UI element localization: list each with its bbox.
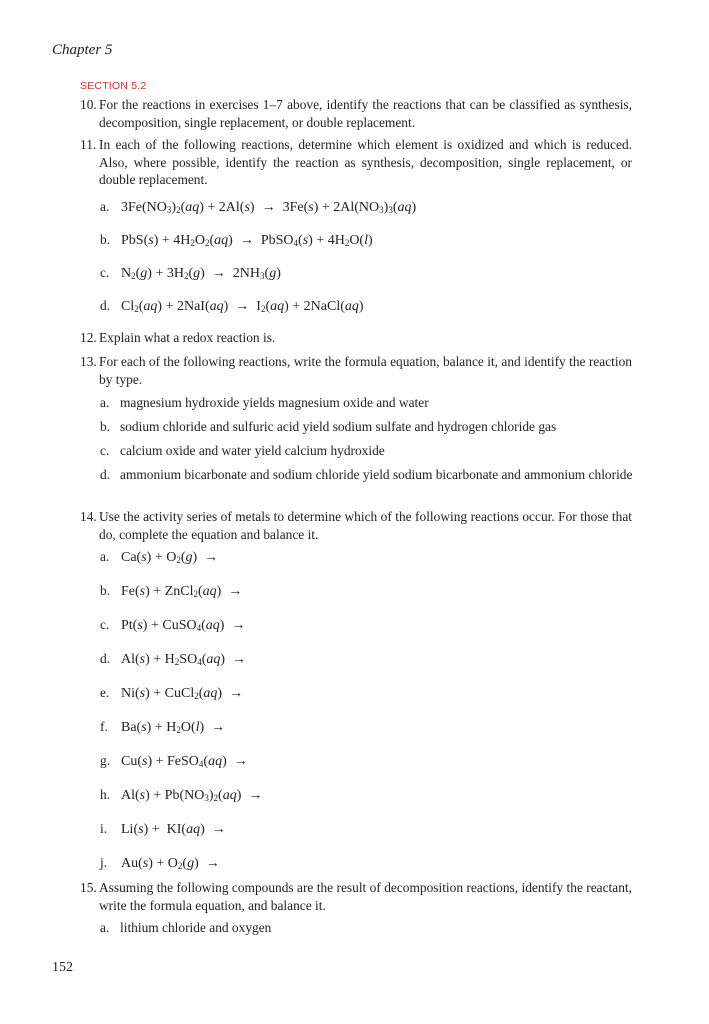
equation-text: Pt(s) + CuSO$_4$(aq) → [121,618,246,633]
item-label: g. [100,753,111,768]
question-text: In each of the following reactions, determine which element is oxidized and which is reduced. Also, where possible, identify the reaction as synthesis, decomposition, single replacement, or double replacement. [99,137,632,187]
chapter-header: Chapter 5 [52,42,113,58]
question-text: For each of the following reactions, write the formula equation, balance it, and identify the reaction by type. [99,354,632,387]
equation-text: $Cl_2(aq) + 2NaI(aq) \to I_2(aq)$ + 2NaCl(aq) [121,299,364,314]
item-label: b. [100,419,111,434]
question-text: Assuming the following compounds are the result of decomposition reactions, identify the reactant, write the formula equation, and balance it. [99,880,632,913]
question-number: 10. [80,97,97,112]
equation-text: Ni(s) + CuCl$_2$(aq) → [121,686,244,701]
item-text: ammonium bicarbonate and sodium chloride yield sodium bicarbonate and ammonium chloride [120,467,633,482]
item-text: sodium chloride and sulfuric acid yield sodium sulfate and hydrogen chloride gas [120,419,557,434]
item-13d [100,466,635,484]
item-label: a. [100,199,110,214]
question-14 [80,508,632,543]
equation-text: Fe(s) + ZnCl$_2$(aq) → [121,584,243,599]
item-label: f. [100,719,108,734]
equation-14b [100,582,242,601]
question-text: Use the activity series of metals to determine which of the following reactions occur. For those that do, complete the equation and balance it. [99,509,632,542]
item-13c [100,442,635,460]
item-label: a. [100,920,110,935]
equation-text: Cu(s) + FeSO$_4$(aq) → [121,754,248,769]
equation-14c [100,616,245,635]
item-label: d. [100,298,111,313]
item-label: e. [100,685,110,700]
equation-11c [100,264,281,283]
item-label: d. [100,467,111,482]
question-number: 12. [80,330,97,345]
equation-text: $N_2(g) + 3H_2(g) \to 2NH_3(g)$ [121,266,281,281]
question-10 [80,96,632,131]
item-text: lithium chloride and oxygen [120,920,272,935]
item-label: d. [100,651,111,666]
equation-14h [100,786,262,805]
item-15a [100,919,635,937]
item-label: j. [100,855,108,870]
page-number: 152 [52,960,73,975]
equation-14g [100,752,248,771]
item-label: a. [100,549,110,564]
equation-14e [100,684,243,703]
section-label: SECTION 5.2 [80,80,147,92]
equation-text: $3Fe(NO_3)_2(aq) + 2Al(s) \to 3Fe(s) + 2Al(NO_3)_3(aq)$ [121,200,417,215]
equation-11b [100,231,373,250]
equation-text: $Al(s) + H_2SO_4(aq)$ → [121,652,247,667]
question-number: 14. [80,509,97,524]
item-label: b. [100,583,111,598]
question-text: Explain what a redox reaction is. [99,330,276,345]
equation-text: Li(s) + KI(aq) → [121,822,226,837]
item-label: h. [100,787,111,802]
item-label: c. [100,617,110,632]
equation-14a [100,548,218,567]
equation-14f [100,718,225,737]
question-13 [80,353,632,388]
equation-14d [100,650,246,669]
item-label: c. [100,265,110,280]
question-text: For the reactions in exercises 1–7 above, identify the reactions that can be classified as synthesis, decomposition, single replacement, or double replacement. [99,97,632,130]
equation-14j [100,854,220,873]
equation-11d [100,297,364,316]
equation-text: $PbS(s) + 4H_2O_2(aq)$ → PbSO$_4$(s) + $4H_2O(l)$ [121,233,373,248]
question-11 [80,136,632,189]
question-12 [80,329,632,347]
item-label: a. [100,395,110,410]
equation-11a [100,198,416,217]
item-label: c. [100,443,110,458]
item-label: b. [100,232,111,247]
equation-text: $Au(s) + O_2(g)$ → [121,856,220,871]
item-text: calcium oxide and water yield calcium hydroxide [120,443,385,458]
item-text: magnesium hydroxide yields magnesium oxide and water [120,395,429,410]
question-number: 11. [80,137,97,152]
equation-text: $Ca(s) + O_2(g)$ → [121,550,219,565]
question-number: 13. [80,354,97,369]
equation-14i [100,820,226,839]
equation-text: $Ba(s) + H_2O(l)$ → [121,720,226,735]
question-number: 15. [80,880,97,895]
item-13b [100,418,635,436]
equation-text: $Al(s) + Pb(NO_3)_2(aq)$ → [121,788,263,803]
question-15 [80,879,632,914]
item-label: i. [100,821,108,836]
item-13a [100,394,635,412]
